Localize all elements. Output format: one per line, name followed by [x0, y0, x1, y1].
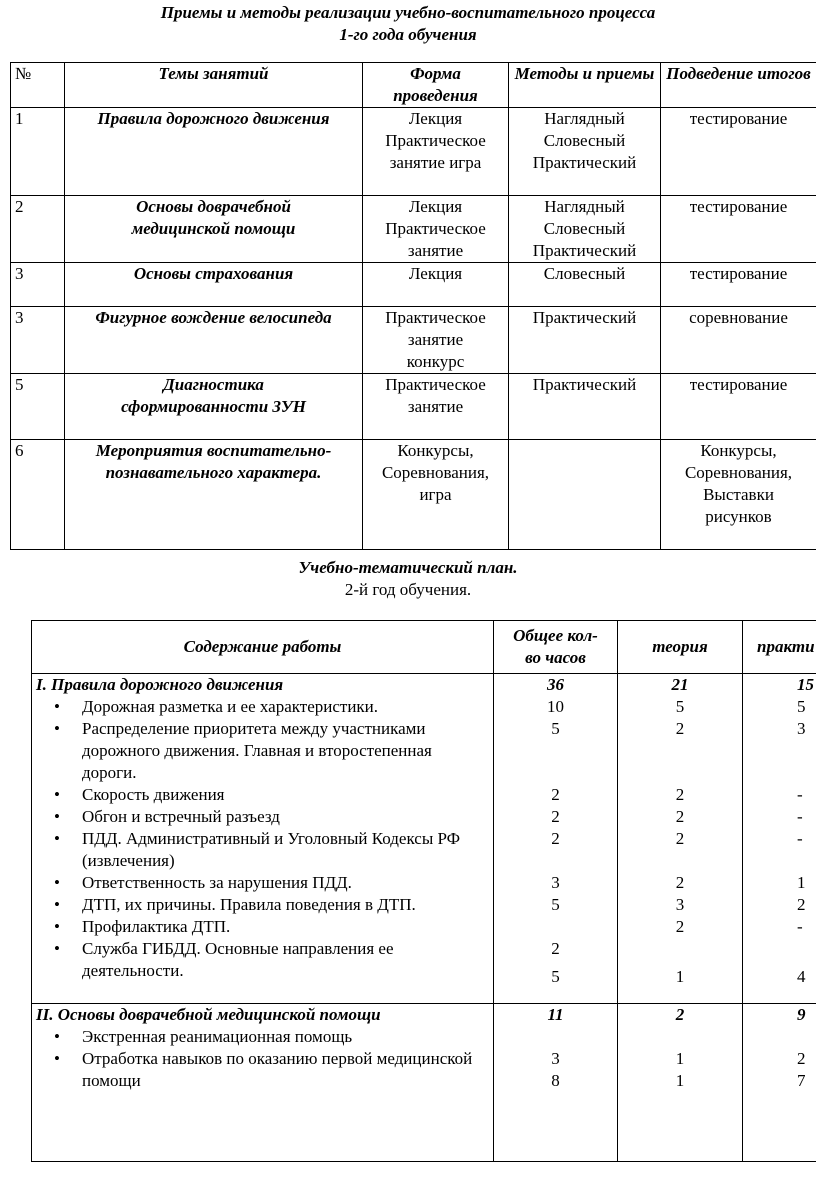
row-topic: Фигурное вождение велосипеда [65, 307, 363, 374]
section-row [32, 1004, 816, 1162]
header-num: № [11, 63, 65, 108]
row-result: Конкурсы, Соревнования, Выставки рисунков [661, 440, 816, 550]
row-result: тестирование [661, 108, 816, 196]
theory-column: 21 5 2 2 2 2 2 3 2 1 [618, 674, 743, 1004]
header-total-hours: Общее кол-во часов [494, 621, 618, 674]
table-header-row [11, 63, 816, 108]
header-results: Подведение итогов [661, 63, 816, 108]
row-result: соревнование [661, 307, 816, 374]
row-num: 3 [11, 263, 65, 307]
row-topic: Основы доврачебной медицинской помощи [65, 196, 363, 263]
hours-column: 11 3 8 [494, 1004, 618, 1162]
row-methods: Наглядный Словесный Практический [509, 196, 661, 263]
row-result: тестирование [661, 196, 816, 263]
plan-subtitle: 2-й год обучения. [344, 580, 472, 599]
row-form: Лекция Практическое занятие [363, 196, 509, 263]
row-methods: Словесный [509, 263, 661, 307]
list-item: • Распределение приоритета между участниками дорожного движения. Главная и второстепенная дороги. [82, 718, 489, 784]
row-methods: Практический [509, 307, 661, 374]
theory-column: 2 1 1 [618, 1004, 743, 1162]
section-content [32, 674, 494, 1004]
row-num: 1 [11, 108, 65, 196]
hours-column: 36 10 5 2 2 2 3 5 2 5 [494, 674, 618, 1004]
table-row [11, 307, 816, 374]
methods-table [10, 62, 816, 550]
doc-title-line2: 1-го года обучения [339, 25, 477, 44]
table-row [11, 374, 816, 440]
doc-title-line1: Приемы и методы реализации учебно-воспитательного процесса [160, 3, 656, 22]
list-item: • ДТП, их причины. Правила поведения в ДТП. [82, 894, 489, 916]
row-form: Практическое занятие конкурс [363, 307, 509, 374]
list-item: • Скорость движения [82, 784, 489, 806]
row-topic: Мероприятия воспитательно-познавательного характера. [65, 440, 363, 550]
row-methods: Наглядный Словесный Практический [509, 108, 661, 196]
list-item: • Экстренная реанимационная помощь [82, 1026, 489, 1048]
row-num: 3 [11, 307, 65, 374]
header-topics: Темы занятий [65, 63, 363, 108]
header-content: Содержание работы [32, 621, 494, 674]
row-result: тестирование [661, 263, 816, 307]
practice-column: 9 2 7 [743, 1004, 816, 1162]
list-item: • Профилактика ДТП. [82, 916, 489, 938]
practice-column: 15 5 3 - - - 1 2 - 4 [743, 674, 816, 1004]
table-row [11, 263, 816, 307]
list-item: • Обгон и встречный разъезд [82, 806, 489, 828]
table-row [11, 440, 816, 550]
row-form: Конкурсы, Соревнования, игра [363, 440, 509, 550]
table-header-row [32, 621, 816, 674]
header-theory: теория [618, 621, 743, 674]
row-num: 6 [11, 440, 65, 550]
row-methods [509, 440, 661, 550]
table-row [11, 108, 816, 196]
row-form: Лекция Практическое занятие игра [363, 108, 509, 196]
header-practice: практи [743, 621, 816, 674]
list-item: • Служба ГИБДД. Основные направления ее деятельности. [82, 938, 489, 982]
row-form: Лекция [363, 263, 509, 307]
list-item: • ПДД. Административный и Уголовный Кодексы РФ (извлечения) [82, 828, 489, 872]
row-form: Практическое занятие [363, 374, 509, 440]
row-result: тестирование [661, 374, 816, 440]
row-num: 5 [11, 374, 65, 440]
list-item: • Ответственность за нарушения ПДД. [82, 872, 489, 894]
row-topic: Диагностика сформированности ЗУН [65, 374, 363, 440]
topic-list [36, 696, 489, 982]
header-form: Форма проведения [363, 63, 509, 108]
table-row [11, 196, 816, 263]
section-row [32, 674, 816, 1004]
row-num: 2 [11, 196, 65, 263]
plan-table [31, 620, 816, 1162]
row-methods: Практический [509, 374, 661, 440]
list-item: • Дорожная разметка и ее характеристики. [82, 696, 489, 718]
section-content [32, 1004, 494, 1162]
section-title: I. Правила дорожного движения [36, 675, 284, 694]
list-item: • Отработка навыков по оказанию первой медицинской помощи [82, 1048, 489, 1092]
section-title: II. Основы доврачебной медицинской помощи [36, 1005, 381, 1024]
topic-list [36, 1026, 489, 1092]
plan-title: Учебно-тематический план. [298, 558, 518, 577]
row-topic: Основы страхования [65, 263, 363, 307]
header-methods: Методы и приемы [509, 63, 661, 108]
row-topic: Правила дорожного движения [65, 108, 363, 196]
